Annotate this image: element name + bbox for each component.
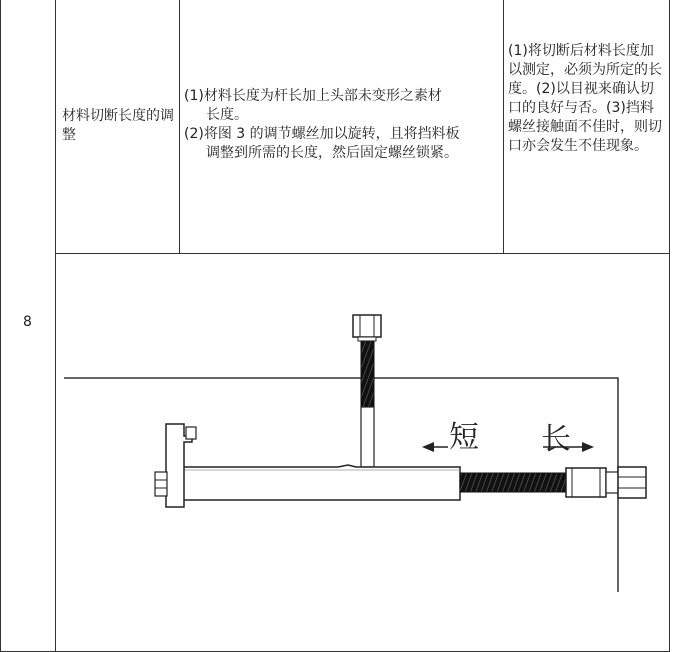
item-title: 材料切断长度的调整	[62, 108, 174, 143]
method-item-2-cont: 调整到所需的长度，然后固定螺丝锁紧。	[206, 145, 458, 161]
horizontal-threaded-rod	[460, 473, 566, 492]
method-item-1-cont: 长度。	[206, 107, 248, 123]
right-nut-assembly	[566, 467, 646, 498]
vertical-adjusting-screw	[353, 315, 381, 467]
method-item-1-first: 材料长度为杆长加上头部未变形之素材	[203, 88, 442, 104]
long-label: 长	[541, 422, 571, 457]
notes-text: (1)将切断后材料长度加以测定，必须为所定的长度。(2)以目视来确认切口的良好与否。(3)挡料螺丝接触面不佳时，则切口亦会发生不佳现象。	[508, 43, 662, 154]
short-arrow	[422, 442, 448, 452]
main-rod	[178, 465, 460, 500]
method-item-1-num: (1)	[184, 88, 204, 104]
method-item-2-num: (2)	[184, 126, 204, 142]
short-label: 短	[449, 420, 479, 455]
method-item-2-first: 将图 3 的调节螺丝加以旋转，且将挡料板	[203, 126, 460, 142]
row-number: 8	[23, 314, 32, 330]
